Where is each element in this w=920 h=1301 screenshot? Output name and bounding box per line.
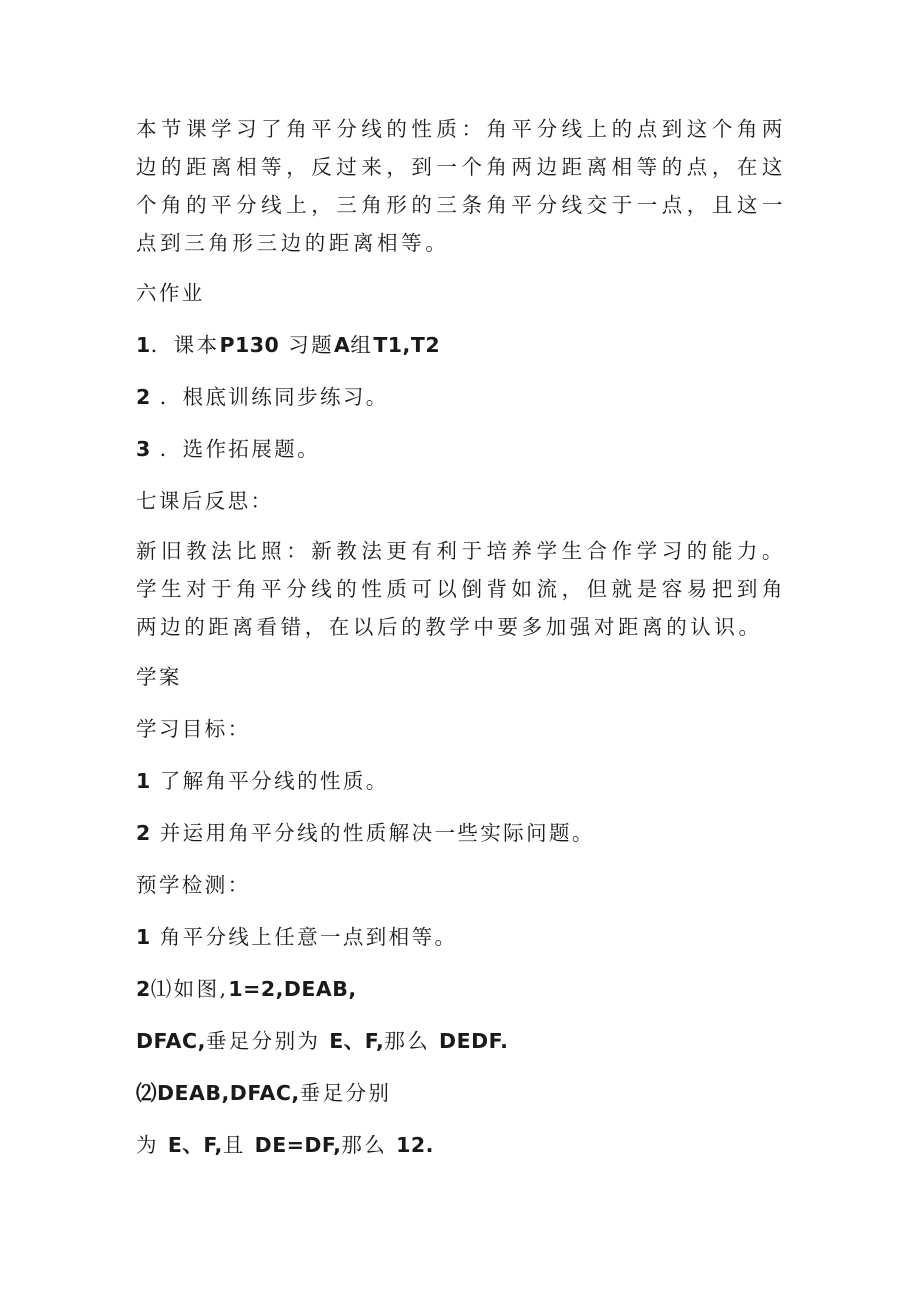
homework-heading: 六作业 [136,281,205,305]
preview-question-2-line-2 [136,1022,786,1060]
summary-paragraph: 本节课学习了角平分线的性质：角平分线上的点到这个角两边的距离相等，反过来，到一个角两边距离相等的点，在这个角的平分线上，三角形的三条角平分线交于一点，且这一点到三角形三边的距离相等。 [136,117,786,255]
reflection-paragraph: 新旧教法比照：新教法更有利于培养学生合作学习的能力。学生对于角平分线的性质可以倒背如流，但就是容易把到角两边的距离看错，在以后的教学中要多加强对距离的认识。 [136,539,786,639]
item-number: 2 [136,385,151,409]
preview-question-2-line-1 [136,970,786,1008]
math-expression: E、F, [329,1029,385,1053]
item-number: 2 [136,977,151,1001]
item-number: 1 [136,769,151,793]
math-expression: 12. [396,1133,434,1157]
document-page [136,110,786,1164]
preview-heading: 预学检测： [136,873,251,897]
goal-item-2 [136,814,786,852]
item-text: 了解角平分线的性质。 [159,769,389,793]
sub-number: ⑴ [150,977,174,1001]
item-number: 1 [136,925,151,949]
item-text: ．课本 [150,333,220,357]
math-expression: ⑵DEAB,DFAC, [136,1081,300,1105]
homework-item-3 [136,430,786,468]
item-text: 垂足分别 [299,1081,392,1105]
task-list: T1,T2 [373,333,441,357]
math-expression: DFAC, [136,1029,206,1053]
math-expression: DE=DF, [254,1133,342,1157]
group-letter: A [334,333,351,357]
item-text: 且 [222,1133,246,1157]
item-text: 那么 [384,1029,431,1053]
item-number: 3 [136,437,151,461]
item-text: 那么 [341,1133,388,1157]
preview-question-2-line-4 [136,1126,786,1164]
item-text: ．根底训练同步练习。 [159,385,389,409]
reflection-heading: 七课后反思： [136,489,274,513]
item-number: 1 [136,333,151,357]
math-expression: E、F, [167,1133,223,1157]
goal-item-1 [136,762,786,800]
item-text: 并运用角平分线的性质解决一些实际问题。 [159,821,595,845]
math-expression: 1=2,DEAB, [228,977,357,1001]
study-plan-heading: 学案 [136,665,182,689]
goals-heading: 学习目标： [136,717,251,741]
item-text: 习题 [288,333,335,357]
homework-item-1 [136,326,786,364]
preview-question-2-line-3 [136,1074,786,1112]
item-text: 角平分线上任意一点到相等。 [159,925,458,949]
math-expression: DEDF. [439,1029,509,1053]
homework-item-2 [136,378,786,416]
item-text: 组 [350,333,374,357]
item-text: 垂足分别为 [205,1029,321,1053]
preview-question-1 [136,918,786,956]
item-text: 如图, [173,977,229,1001]
page-code: P130 [219,333,280,357]
item-text: 为 [136,1133,159,1157]
item-number: 2 [136,821,151,845]
item-text: ．选作拓展题。 [159,437,320,461]
